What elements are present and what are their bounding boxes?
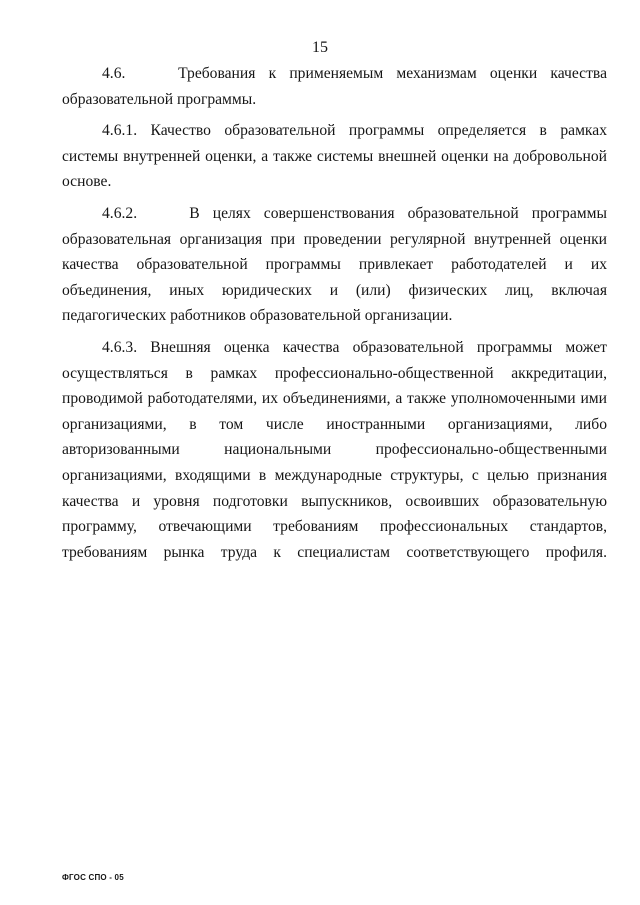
paragraph-4-6: 4.6. Требования к применяемым механизмам оценки качества образовательной программы.	[62, 65, 607, 108]
paragraph-4-6-1: 4.6.1. Качество образовательной программы определяется в рамках системы внутренней оценки, а также системы внешней оценки на добровольной основе.	[62, 122, 607, 191]
paragraph-4-6-2: 4.6.2. В целях совершенствования образовательной программы образовательная организация при проведении регулярной внутренней оценки качества образовательной программы привлекает работодателей и их объединения, иных юридических и (или) физических лиц, включая педагогических работников образовательной организации.	[62, 204, 607, 325]
document-body	[62, 61, 607, 571]
document-footer-code: ФГОС СПО - 05	[62, 873, 124, 882]
paragraph-4-6-3: 4.6.3. Внешняя оценка качества образовательной программы может осуществляться в рамках профессионально-общественной аккредитации, проводимой работодателями, их объединениями, а также уполномоченными ими организациями, в том числе иностранными организациями, либо авторизованными национальными профессионально-общественными организациями, входящими в международные структуры, с целью признания качества и уровня подготовки выпускников, освоивших образовательную программу, отвечающими требованиям профессиональных стандартов, требованиям рынка труда к специалистам соответствующего профиля.	[62, 338, 607, 561]
page-number: 15	[312, 39, 328, 56]
